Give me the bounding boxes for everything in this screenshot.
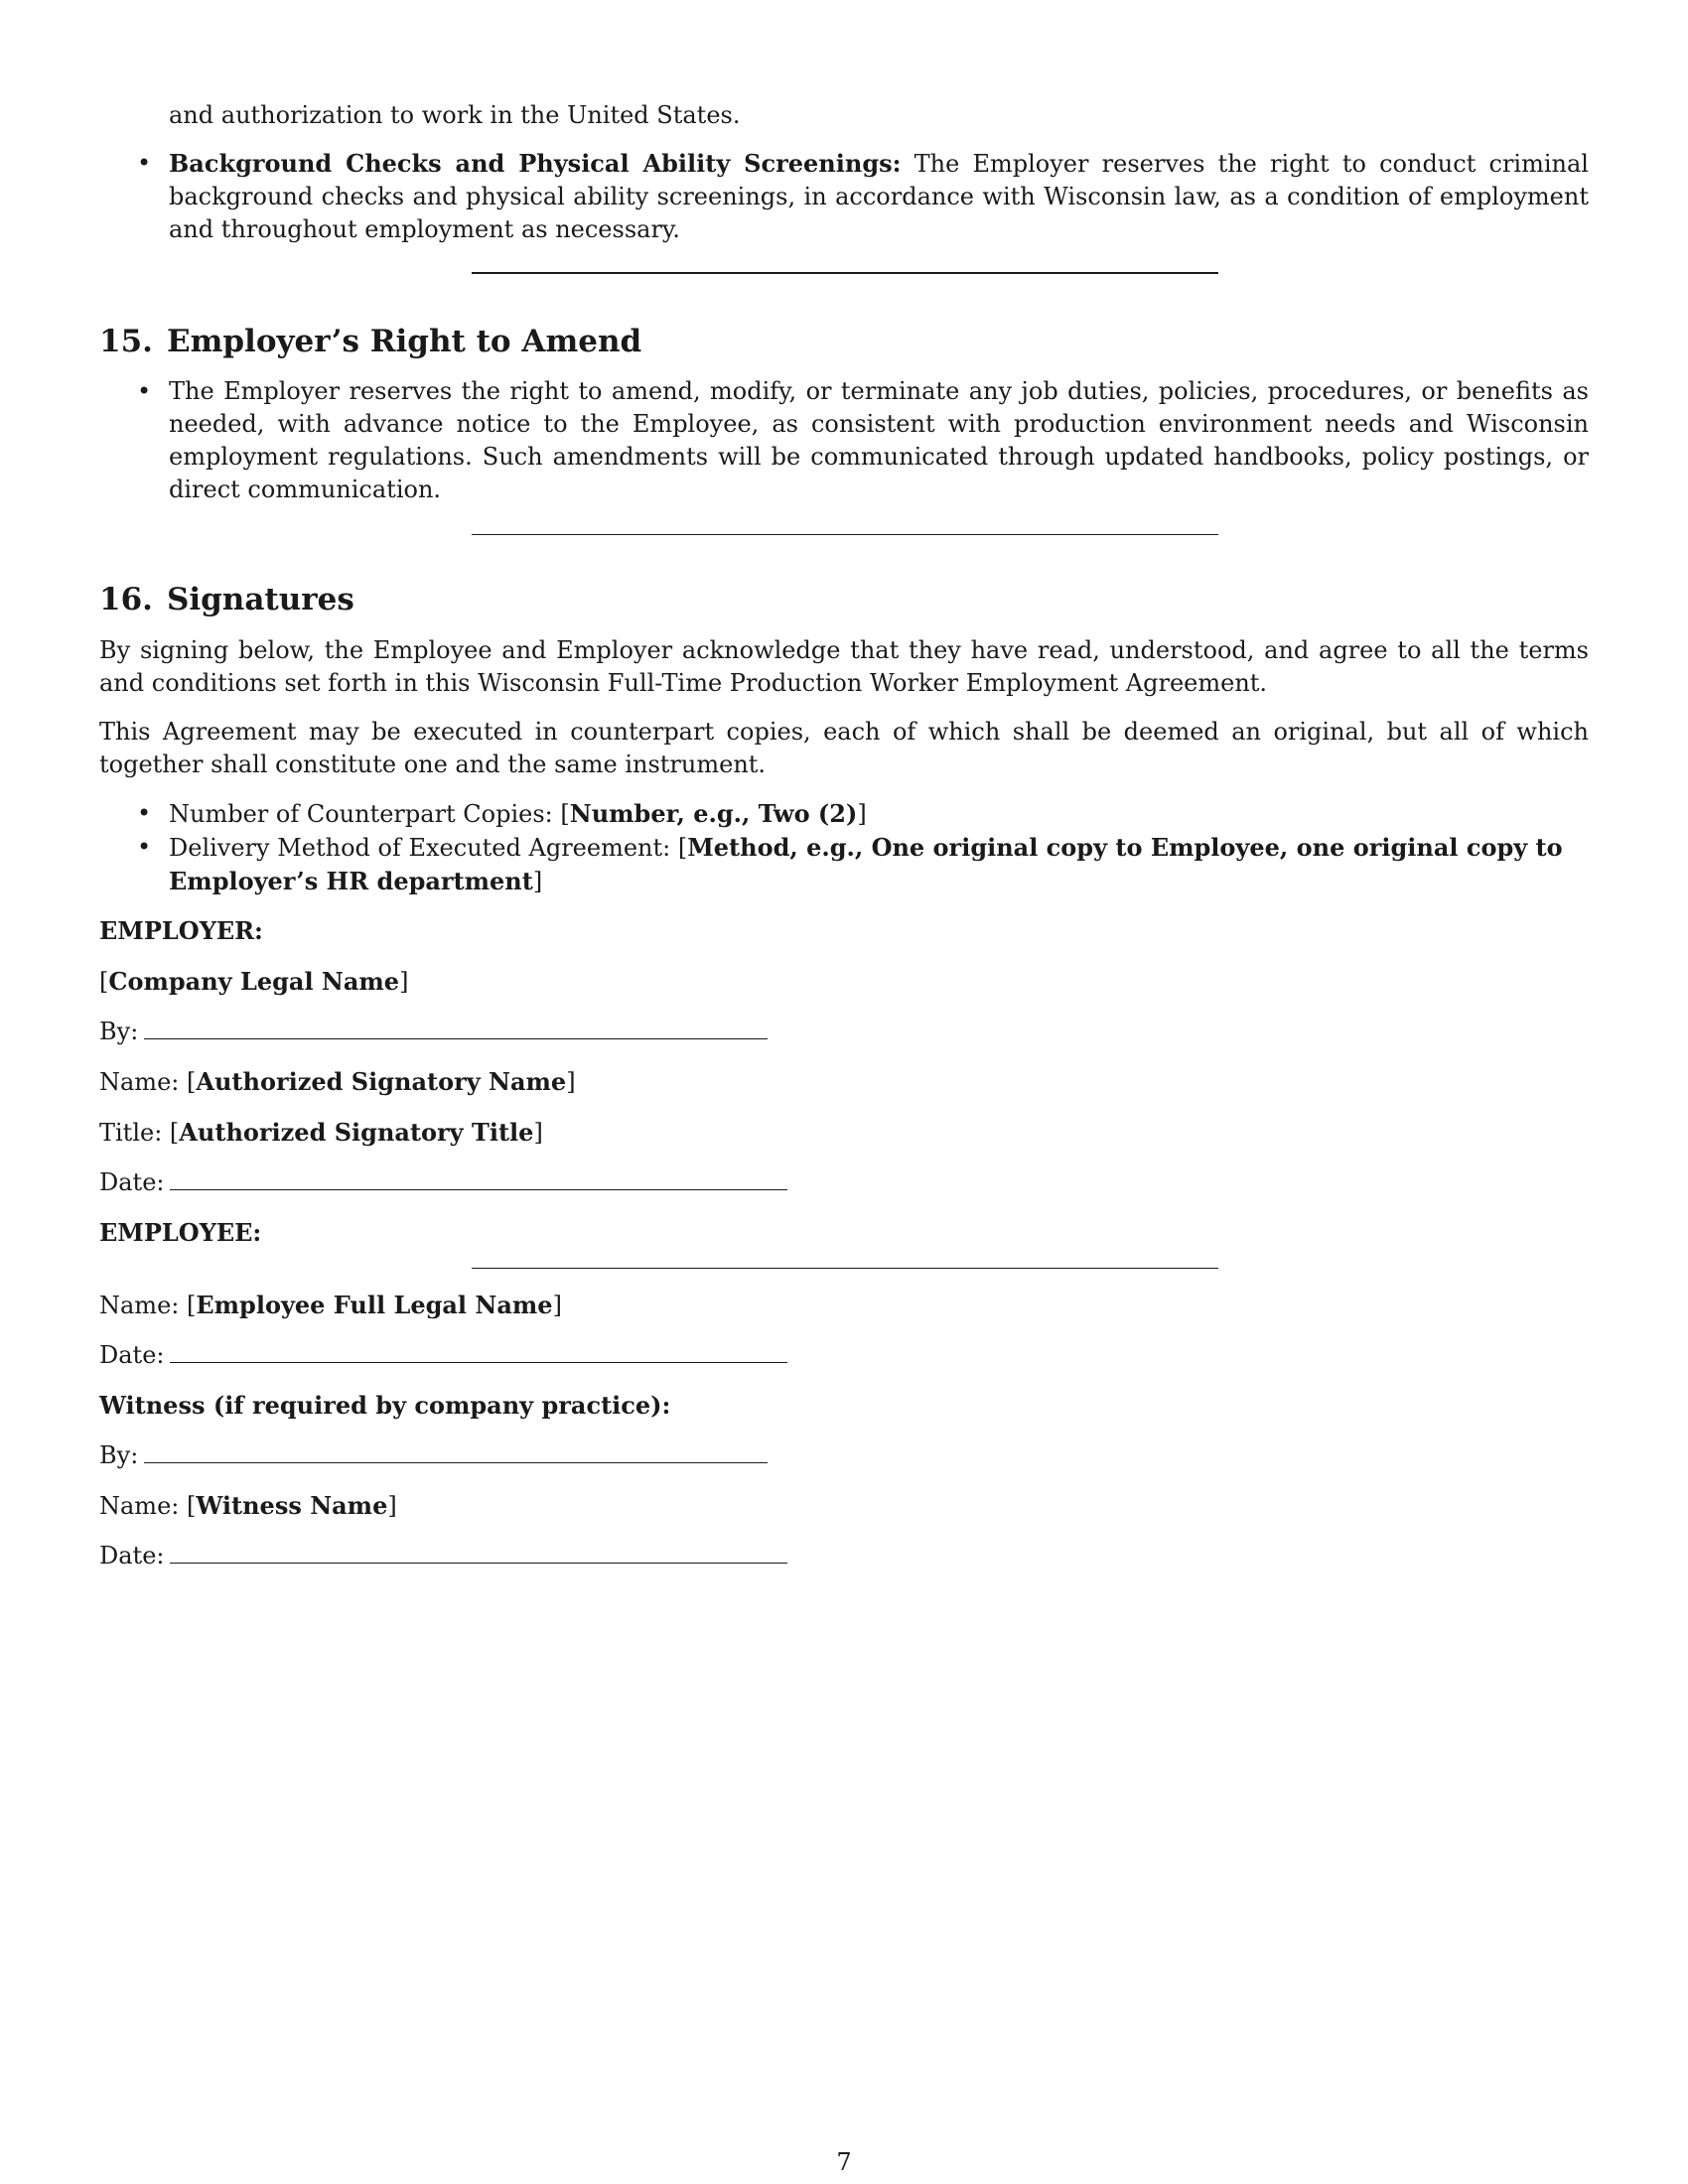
employer-title-label: Title: — [99, 1119, 163, 1147]
section-16-heading — [99, 580, 1589, 619]
witness-date-line[interactable] — [170, 1541, 787, 1564]
delivery-value: Method, e.g., One original copy to Employee, one original copy to Employer’s HR department — [169, 833, 1563, 895]
employer-title-value: Authorized Signatory Title — [179, 1118, 534, 1147]
witness-name-row: Name: [Witness Name] — [99, 1491, 397, 1520]
background-bullet — [99, 147, 1589, 246]
background-list — [99, 147, 1589, 246]
employer-by-row — [99, 1016, 1589, 1048]
employer-signature-line[interactable] — [144, 1017, 768, 1039]
employer-date-line[interactable] — [170, 1167, 787, 1190]
employee-date-line[interactable] — [170, 1340, 787, 1363]
section-divider — [472, 272, 1218, 274]
section-15-heading — [99, 322, 1589, 361]
employer-by-label: By: — [99, 1018, 139, 1045]
signatures-paragraph-1: By signing below, the Employee and Employer acknowledge that they have read, understood, and agree to all the terms and conditions set forth in this Wisconsin Full-Time Production Worker Employment Agreement. — [99, 636, 1589, 697]
document-page — [99, 99, 1589, 1589]
employer-name-value: Authorized Signatory Name — [196, 1067, 567, 1096]
employer-title-row: Title: [Authorized Signatory Title] — [99, 1118, 543, 1147]
counterpart-copies-item: • Number of Counterpart Copies: [Number, e.g., Two (2)] — [99, 797, 1589, 831]
company-name: Company Legal Name — [108, 967, 400, 996]
witness-by-label: By: — [99, 1441, 139, 1469]
employee-date-row — [99, 1339, 1589, 1372]
section-16-title: Signatures — [166, 582, 354, 617]
witness-date-row — [99, 1540, 1589, 1572]
section-15-title: Employer’s Right to Amend — [166, 324, 642, 359]
employer-heading: EMPLOYER: — [99, 916, 263, 945]
witness-name-value: Witness Name — [196, 1491, 388, 1520]
employer-date-label: Date: — [99, 1168, 165, 1196]
employer-company: [Company Legal Name] — [99, 967, 409, 996]
witness-by-row — [99, 1439, 1589, 1472]
employee-signature-line[interactable] — [472, 1268, 1218, 1269]
page-number: 7 — [836, 2148, 852, 2176]
background-label: Background Checks and Physical Ability Screenings: — [169, 149, 902, 178]
employer-date-row — [99, 1166, 1589, 1199]
employer-name-row: Name: [Authorized Signatory Name] — [99, 1067, 576, 1096]
section-15-number: 15. — [99, 324, 153, 359]
section-16-number: 16. — [99, 582, 153, 617]
copies-label: Number of Counterpart Copies: — [169, 800, 553, 828]
copies-value: Number, e.g., Two (2) — [569, 799, 858, 828]
employee-date-label: Date: — [99, 1341, 165, 1369]
witness-signature-line[interactable] — [144, 1440, 768, 1463]
witness-name-label: Name: — [99, 1492, 180, 1520]
employee-name-value: Employee Full Legal Name — [196, 1291, 553, 1319]
delivery-method-item: • Delivery Method of Executed Agreement: [Method, e.g., One original copy to Employee, one original copy to Employer’s HR department] — [99, 831, 1589, 898]
carryover-text: and authorization to work in the United States. — [169, 101, 741, 129]
section-divider — [472, 534, 1218, 535]
section-15-list — [99, 375, 1589, 506]
employee-name-label: Name: — [99, 1292, 180, 1319]
delivery-label: Delivery Method of Executed Agreement: — [169, 834, 671, 862]
employee-name-row: Name: [Employee Full Legal Name] — [99, 1291, 562, 1319]
signatures-paragraph-2: This Agreement may be executed in counterpart copies, each of which shall be deemed an original, but all of which together shall constitute one and the same instrument. — [99, 718, 1589, 778]
employer-name-label: Name: — [99, 1068, 180, 1096]
counterpart-list — [99, 797, 1589, 898]
section-15-bullet: • The Employer reserves the right to amend, modify, or terminate any job duties, policies, procedures, or benefits as needed, with advance notice to the Employee, as consistent with production environment needs and Wisconsin employment regulations. Such amendments will be communicated through updated handbooks, policy postings, or direct communication. — [99, 375, 1589, 506]
employee-heading: EMPLOYEE: — [99, 1218, 262, 1247]
background-text: The Employer reserves the right to conduct criminal background checks and physical ability screenings, in accordance with Wisconsin law, as a condition of employment and throughout employment as necessary. — [169, 150, 1589, 243]
witness-heading: Witness (if required by company practice): — [99, 1391, 671, 1420]
witness-date-label: Date: — [99, 1542, 165, 1570]
